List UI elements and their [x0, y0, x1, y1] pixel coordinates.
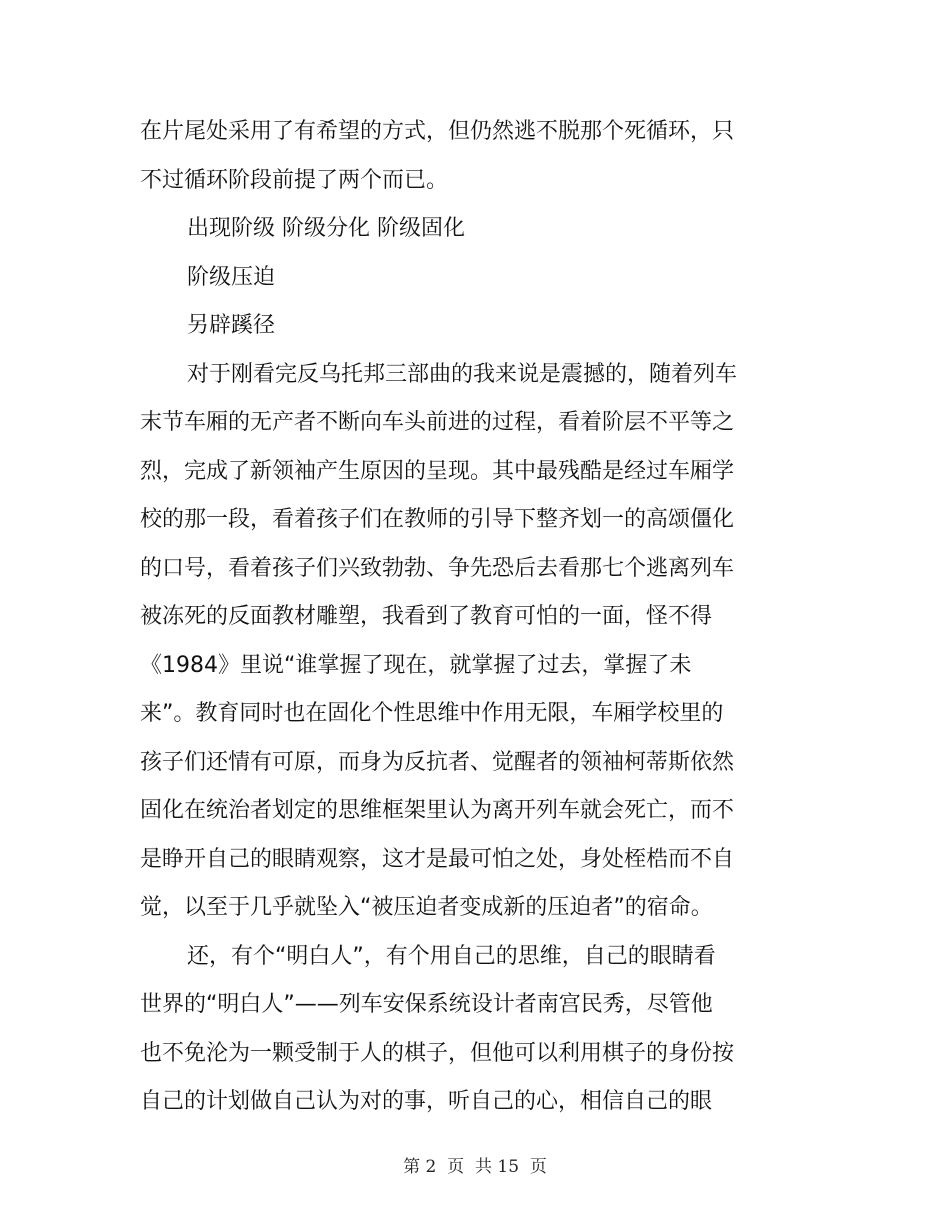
text-line: 校的那一段，看着孩子们在教师的引导下整齐划一的高颂僵化	[140, 507, 735, 532]
page-footer: 第 2 页 共 15 页	[403, 1157, 547, 1177]
text-line: 的口号，看着孩子们兴致勃勃、争先恐后去看那七个逃离列车	[140, 555, 735, 581]
text-line: 被冻死的反面教材雕塑，我看到了教育可怕的一面，怪不得	[140, 604, 713, 629]
text-line: 对于刚看完反乌托邦三部曲的我来说是震撼的，随着列车	[187, 361, 738, 387]
text-line: 来”。教育同时也在固化个性思维中作用无限，车厢学校里的	[140, 701, 724, 726]
text-line: 固化在统治者划定的思维框架里认为离开列车就会死亡，而不	[140, 798, 735, 823]
text-line: 自己的计划做自己认为对的事，听自己的心，相信自己的眼	[140, 1089, 713, 1114]
text-line: 在片尾处采用了有希望的方式，但仍然逃不脱那个死循环，只	[140, 119, 735, 144]
text-line: 《1984》里说“谁掌握了现在，就掌握了过去，掌握了未	[140, 652, 692, 678]
text-line: 孩子们还情有可原，而身为反抗者、觉醒者的领袖柯蒂斯依然	[140, 749, 735, 775]
text-line: 阶级压迫	[187, 264, 276, 290]
text-line: 也不免沦为一颗受制于人的棋子，但他可以利用棋子的身份按	[140, 1040, 735, 1066]
text-line: 是睁开自己的眼睛观察，这才是最可怕之处，身处桎梏而不自	[140, 846, 735, 872]
text-line: 还，有个“明白人”，有个用自己的思维，自己的眼睛看	[187, 943, 716, 969]
text-line: 另辟蹊径	[187, 313, 276, 338]
text-line: 末节车厢的无产者不断向车头前进的过程，看着阶层不平等之	[140, 410, 735, 435]
text-line: 不过循环阶段前提了两个而已。	[140, 167, 449, 193]
text-line: 出现阶级 阶级分化 阶级固化	[187, 216, 465, 241]
text-line: 烈，完成了新领袖产生原因的呈现。其中最残酷是经过车厢学	[140, 458, 735, 484]
text-line: 觉，以至于几乎就坠入“被压迫者变成新的压迫者”的宿命。	[140, 895, 713, 920]
text-line: 世界的“明白人”——列车安保系统设计者南宫民秀，尽管他	[140, 992, 713, 1017]
document-body	[140, 108, 760, 1127]
